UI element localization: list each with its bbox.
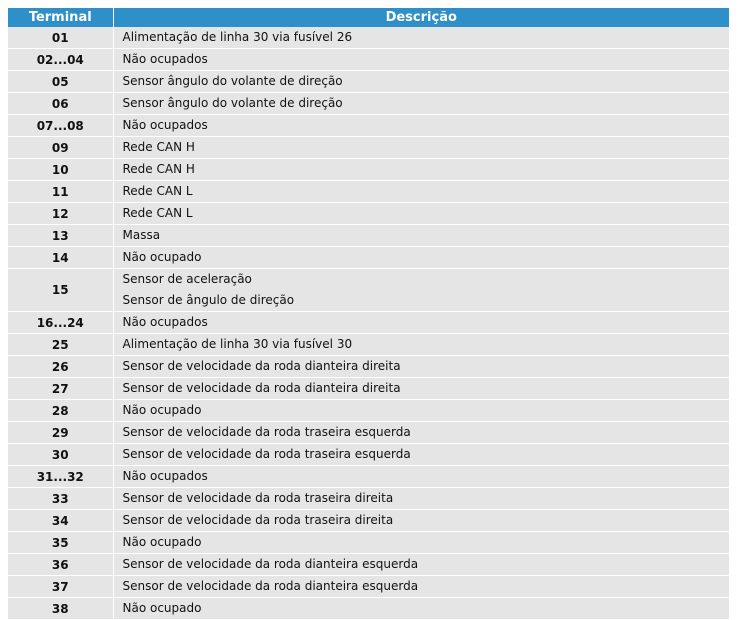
description-text: Não ocupado (122, 250, 202, 264)
description-text: Alimentação de linha 30 via fusível 26 (122, 30, 353, 44)
description-text: Não ocupados (122, 315, 208, 329)
description-cell (113, 554, 729, 576)
description-text: Sensor de velocidade da roda traseira direita (122, 491, 394, 505)
description-text: Rede CAN H (122, 162, 195, 176)
table-row (8, 27, 729, 49)
description-cell (113, 334, 729, 356)
table-row (8, 422, 729, 444)
terminal-cell: 14 (8, 247, 113, 269)
table-row (8, 49, 729, 71)
table-row (8, 334, 729, 356)
table-row (8, 356, 729, 378)
terminal-cell: 12 (8, 203, 113, 225)
description-cell (113, 181, 729, 203)
description-cell (113, 488, 729, 510)
description-text: Rede CAN H (122, 140, 195, 154)
description-text: Não ocupado (122, 601, 202, 615)
terminal-table (8, 8, 729, 620)
description-text: Alimentação de linha 30 via fusível 30 (122, 337, 353, 351)
terminal-cell: 31...32 (8, 466, 113, 488)
description-cell (113, 137, 729, 159)
description-header: Descrição (113, 8, 729, 27)
description-text: Não ocupados (122, 118, 208, 132)
terminal-cell: 07...08 (8, 115, 113, 137)
description-cell (113, 532, 729, 554)
description-text: Sensor de aceleração (122, 272, 252, 286)
terminal-cell: 01 (8, 27, 113, 49)
description-text: Não ocupado (122, 403, 202, 417)
description-cell (113, 247, 729, 269)
description-text: Sensor de ângulo de direção (122, 293, 295, 307)
description-text: Não ocupados (122, 52, 208, 66)
terminal-cell: 10 (8, 159, 113, 181)
table-row (8, 71, 729, 93)
terminal-header: Terminal (8, 8, 113, 27)
description-cell (113, 466, 729, 488)
table-row (8, 532, 729, 554)
table-row (8, 225, 729, 247)
description-cell (113, 71, 729, 93)
description-cell (113, 225, 729, 247)
table-row (8, 137, 729, 159)
description-text: Rede CAN L (122, 184, 193, 198)
description-text: Sensor ângulo do volante de direção (122, 74, 343, 88)
description-cell (113, 269, 729, 312)
description-cell (113, 49, 729, 71)
description-cell (113, 203, 729, 225)
terminal-cell: 30 (8, 444, 113, 466)
terminal-cell: 09 (8, 137, 113, 159)
header-row (8, 8, 729, 27)
terminal-cell: 34 (8, 510, 113, 532)
table-row (8, 444, 729, 466)
description-text: Rede CAN L (122, 206, 193, 220)
terminal-cell: 13 (8, 225, 113, 247)
terminal-cell: 33 (8, 488, 113, 510)
table-row (8, 510, 729, 532)
terminal-cell: 05 (8, 71, 113, 93)
table-row (8, 115, 729, 137)
table-row (8, 247, 729, 269)
description-cell (113, 115, 729, 137)
description-cell (113, 378, 729, 400)
description-text: Não ocupado (122, 535, 202, 549)
description-cell (113, 356, 729, 378)
description-text: Sensor de velocidade da roda dianteira esquerda (122, 557, 419, 571)
table-row (8, 598, 729, 620)
terminal-cell: 02...04 (8, 49, 113, 71)
terminal-cell: 36 (8, 554, 113, 576)
description-cell (113, 312, 729, 334)
terminal-cell: 26 (8, 356, 113, 378)
description-text: Massa (122, 228, 161, 242)
terminal-cell: 06 (8, 93, 113, 115)
terminal-cell: 29 (8, 422, 113, 444)
description-text: Sensor de velocidade da roda dianteira esquerda (122, 579, 419, 593)
description-cell (113, 576, 729, 598)
terminal-cell: 27 (8, 378, 113, 400)
description-text: Não ocupados (122, 469, 208, 483)
table-row (8, 466, 729, 488)
table-row (8, 93, 729, 115)
description-cell (113, 598, 729, 620)
description-text: Sensor de velocidade da roda traseira esquerda (122, 425, 411, 439)
table-row (8, 488, 729, 510)
table-row (8, 312, 729, 334)
table-row (8, 378, 729, 400)
description-text: Sensor ângulo do volante de direção (122, 96, 343, 110)
description-text: Sensor de velocidade da roda dianteira direita (122, 381, 401, 395)
table-body (8, 27, 729, 620)
description-cell (113, 422, 729, 444)
table-row (8, 554, 729, 576)
terminal-cell: 28 (8, 400, 113, 422)
terminal-cell: 15 (8, 269, 113, 312)
terminal-cell: 16...24 (8, 312, 113, 334)
table-row (8, 181, 729, 203)
description-cell (113, 159, 729, 181)
terminal-cell: 11 (8, 181, 113, 203)
terminal-cell: 38 (8, 598, 113, 620)
table-row (8, 400, 729, 422)
description-cell (113, 510, 729, 532)
table-row (8, 576, 729, 598)
table-row (8, 269, 729, 312)
description-cell (113, 93, 729, 115)
description-text: Sensor de velocidade da roda dianteira direita (122, 359, 401, 373)
table-row (8, 203, 729, 225)
description-cell (113, 27, 729, 49)
description-text: Sensor de velocidade da roda traseira direita (122, 513, 394, 527)
terminal-cell: 37 (8, 576, 113, 598)
table-row (8, 159, 729, 181)
terminal-cell: 25 (8, 334, 113, 356)
description-cell (113, 444, 729, 466)
terminal-cell: 35 (8, 532, 113, 554)
description-cell (113, 400, 729, 422)
description-text: Sensor de velocidade da roda traseira esquerda (122, 447, 411, 461)
